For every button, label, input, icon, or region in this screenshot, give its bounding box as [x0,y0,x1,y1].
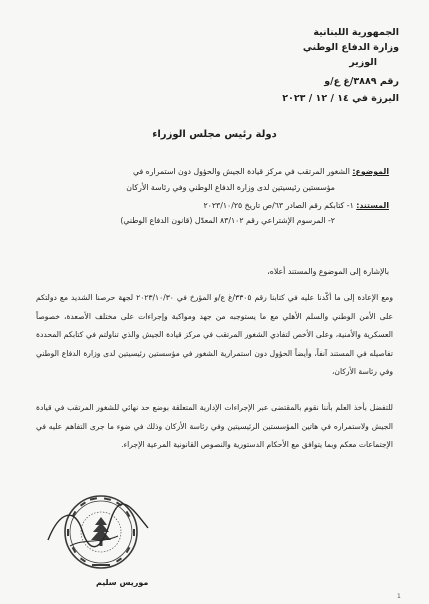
minister-heading: الوزير [349,57,377,68]
references-line-1 [29,199,389,213]
subject-line-1 [29,165,389,179]
subject-label: الموضوع: [352,167,389,176]
references-item-1: ١- كتابكم رقم الصادر ٦٣/ص تاريخ ٢٠٢٣/١٠/٢٥ [203,201,354,210]
handwritten-signature-icon [40,500,160,560]
signatory-name: موريس سليم [96,578,149,587]
reference-number: رقم ٣٨٨٩/غ ع/و [324,76,399,87]
addressee: دولة رئيس مجلس الوزراء [152,129,277,140]
body-paragraph-2: للتفضل بأخذ العلم بأننا نقوم بالمقتضى عبر الإجراءات الإدارية المتعلقة بوضع حد نهائي للشغور المرتقب في قيادة الجيش ولاستمراره في هاتين المؤسستين الرئيسيتين وفي رئاسة الأركان وذلك في ضوء ما جرى التفاهم عليه في الإجتماعات معكم وبما يتوافق مع الأحكام الدستورية والنصوص القانونية المرعية الإجراء. [36,403,393,449]
salutation: بالإشارة إلى الموضوع والمستند أعلاه، [267,267,389,276]
subject-text-1: الشغور المرتقب في مركز قيادة الجيش والحؤول دون استمراره في [132,167,350,176]
body-paragraph-1: ومع الإعادة إلى ما أكّدنا عليه في كتابنا رقم ٣٣٠٥/غ ع/و المؤرخ في ٢٠٢٣/١٠/٣٠ لجهة حرصنا الشديد مع دولتكم على الأمن الوطني والسلم الأهلي مع ما يستوجبه من جهد ومواكبة وإجراءات على مختلف الأصعدة، خصوصاً العسكرية والأمنية، وعلى الأخص لتفادي الشغور المرتقب في مركز قيادة الجيش والذي تناولتم في كتابكم المحددة تفاصيله في المستند آنفاً، وأيضاً الحؤول دون استمرارية الشغور في مؤسستين رئيسيتين لدى وزارة الدفاع الوطني وفي رئاسة الأركان، [36,293,393,376]
republic-heading: الجمهورية اللبنانية [313,27,399,38]
reference-date: اليرزة في ١٤ / ١٢ / ٢٠٢٣ [282,93,399,104]
subject-text-2: مؤسستين رئيسيتين لدى وزارة الدفاع الوطني وفي رئاسة الأركان [126,183,335,192]
references-label: المستند: [356,201,389,210]
references-item-2: ٢- المرسوم الإشتراعي رقم ٨٣/١٠٢ المعدّل (قانون الدفاع الوطني) [120,216,335,225]
ministry-heading: وزارة الدفاع الوطني [302,42,399,53]
page-number: 1 [397,593,401,600]
